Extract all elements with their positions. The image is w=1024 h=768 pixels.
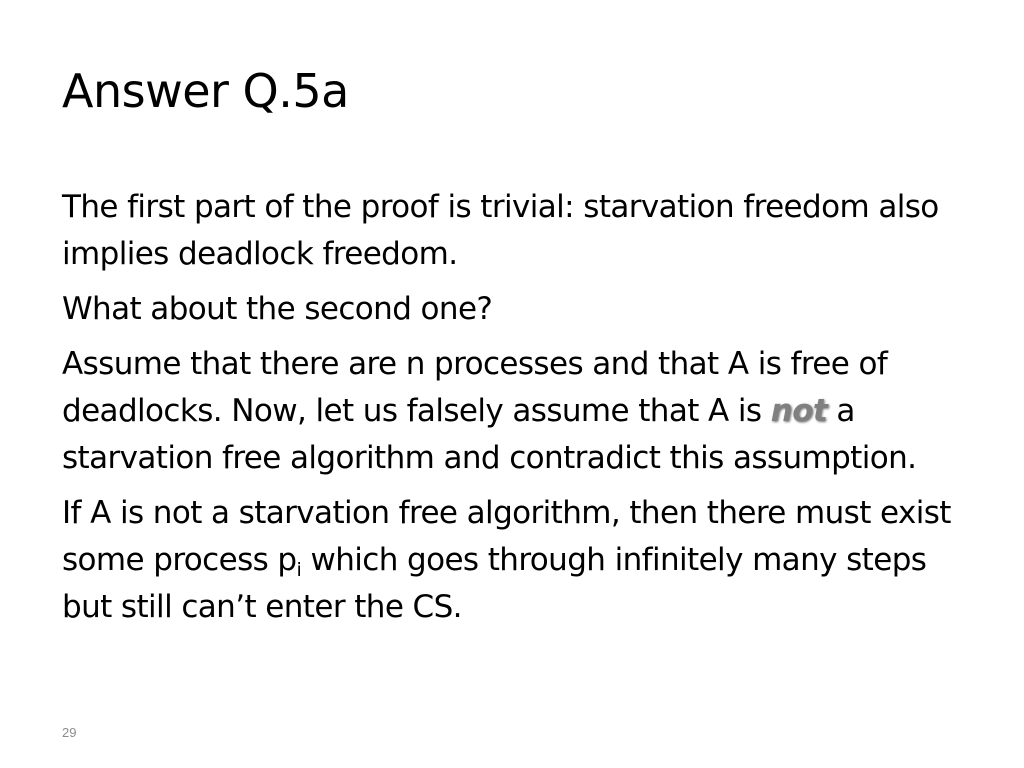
- slide-body: [62, 184, 972, 639]
- slide-number: 29: [62, 725, 77, 740]
- paragraph-assumption: [62, 341, 972, 482]
- subscript-i: i: [296, 559, 302, 581]
- conclusion-text-before: If A is not a starvation free algorithm, then there must exist some process p: [62, 495, 951, 578]
- assumption-text-before: Assume that there are n processes and that A is free of deadlocks. Now, let us falsely assume that A is: [62, 346, 888, 429]
- paragraph-second-question: What about the second one?: [62, 291, 493, 327]
- assumption-text-after: a starvation free algorithm and contradict this assumption.: [62, 393, 917, 476]
- paragraph-trivial-part: The first part of the proof is trivial: starvation freedom also implies deadlock freedom.: [62, 189, 939, 272]
- slide-title: Answer Q.5a: [62, 64, 349, 118]
- conclusion-text-after: which goes through infinitely many steps but still can’t enter the CS.: [62, 542, 927, 625]
- emphasis-not: not: [770, 393, 828, 429]
- paragraph-conclusion: [62, 490, 972, 631]
